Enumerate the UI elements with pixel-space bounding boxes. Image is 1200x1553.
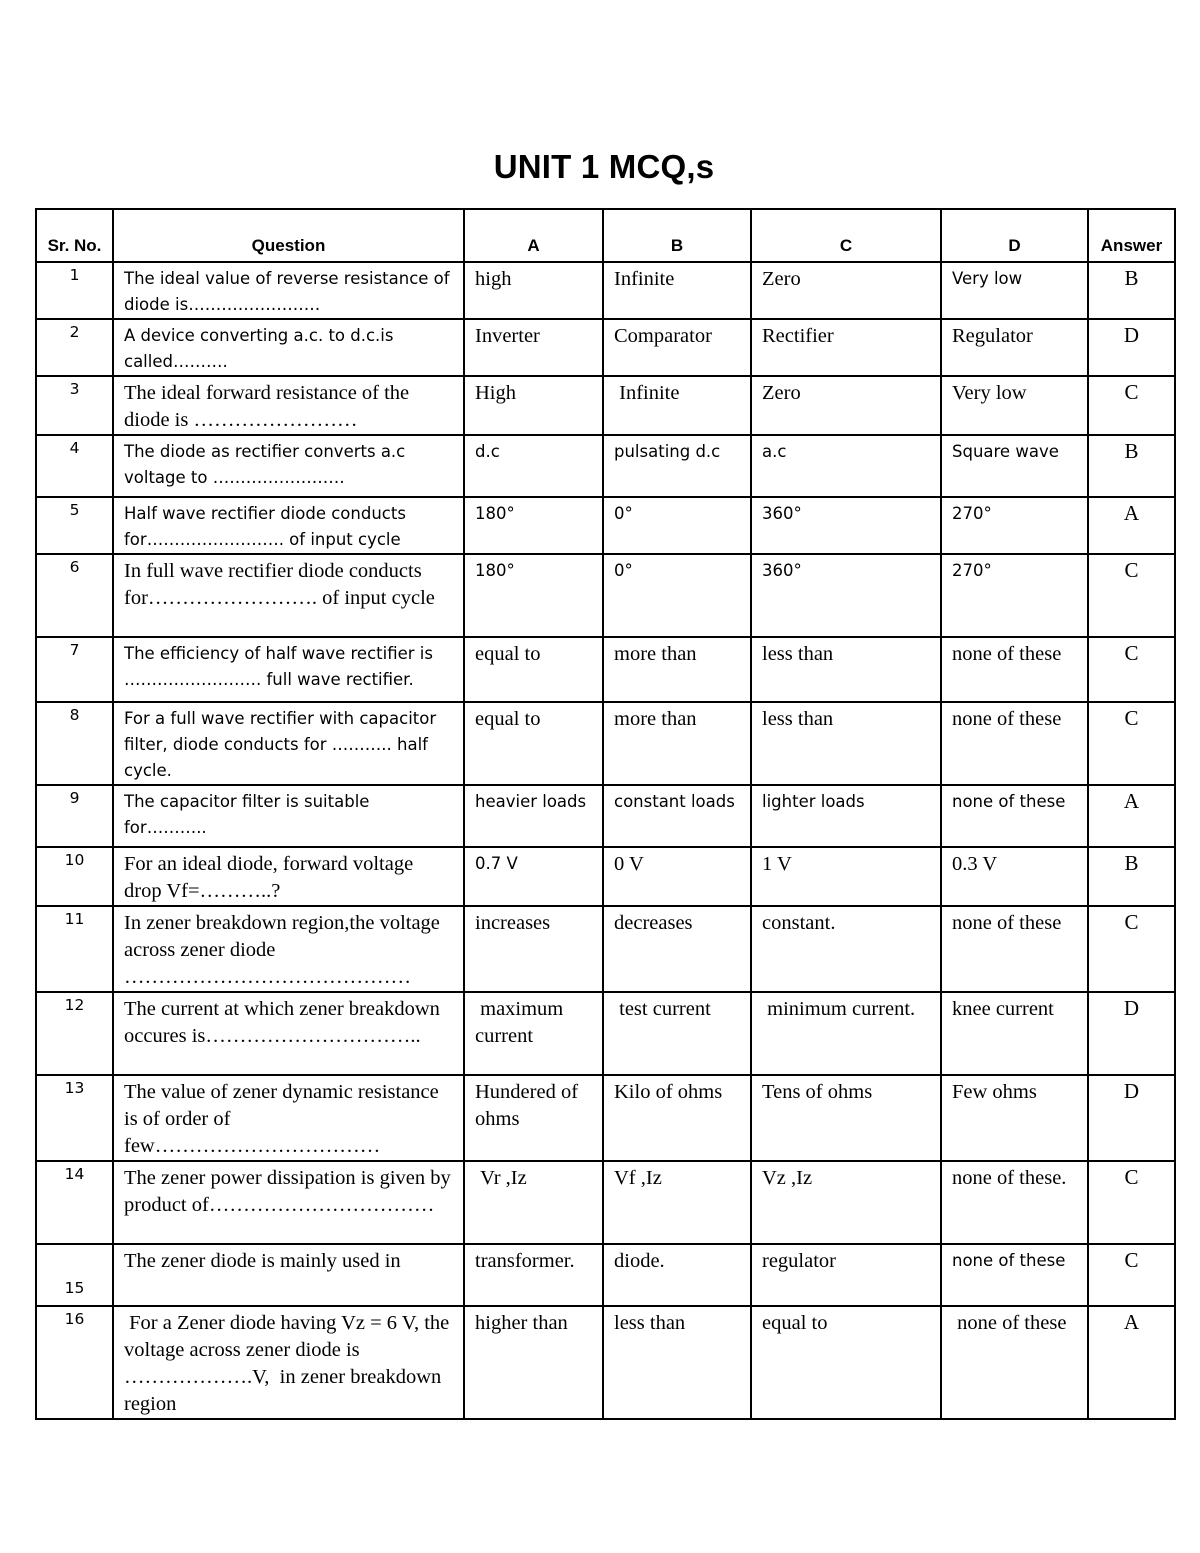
table-row — [36, 1244, 1175, 1306]
table-row — [36, 1075, 1175, 1161]
row-option-c: Vz ,Iz — [751, 1161, 941, 1244]
row-question: The zener power dissipation is given by product of…………………………… — [113, 1161, 464, 1244]
row-sr-no: 16 — [36, 1306, 113, 1419]
table-row — [36, 637, 1175, 702]
row-option-d: Very low — [941, 376, 1088, 435]
row-option-c: constant. — [751, 906, 941, 992]
row-option-d: Regulator — [941, 319, 1088, 376]
row-option-c: Zero — [751, 262, 941, 319]
row-question: The efficiency of half wave rectifier is ……………………. full wave rectifier. — [113, 637, 464, 702]
row-option-a: d.c — [464, 435, 603, 497]
row-option-c: Rectifier — [751, 319, 941, 376]
table-row — [36, 906, 1175, 992]
table-row — [36, 847, 1175, 906]
row-option-c: less than — [751, 637, 941, 702]
row-option-a: Vr ,Iz — [464, 1161, 603, 1244]
row-option-b: Vf ,Iz — [603, 1161, 751, 1244]
row-option-a: high — [464, 262, 603, 319]
row-option-a: High — [464, 376, 603, 435]
row-answer: D — [1088, 319, 1175, 376]
row-option-b: Infinite — [603, 262, 751, 319]
row-answer: D — [1088, 1075, 1175, 1161]
row-option-a: maximum current — [464, 992, 603, 1075]
row-option-d: none of these. — [941, 1161, 1088, 1244]
row-question: A device converting a.c. to d.c.is called………. — [113, 319, 464, 376]
row-option-d: none of these — [941, 1244, 1088, 1306]
row-answer: C — [1088, 637, 1175, 702]
row-answer: B — [1088, 847, 1175, 906]
row-answer: C — [1088, 376, 1175, 435]
row-option-a: equal to — [464, 637, 603, 702]
row-sr-no: 11 — [36, 906, 113, 992]
row-option-b: more than — [603, 637, 751, 702]
row-option-d: none of these — [941, 906, 1088, 992]
row-option-b: decreases — [603, 906, 751, 992]
row-option-c: a.c — [751, 435, 941, 497]
row-option-d: Very low — [941, 262, 1088, 319]
row-sr-no: 6 — [36, 554, 113, 637]
row-sr-no: 10 — [36, 847, 113, 906]
row-option-b: 0° — [603, 497, 751, 554]
row-sr-no: 3 — [36, 376, 113, 435]
row-answer: C — [1088, 1244, 1175, 1306]
row-option-c: 1 V — [751, 847, 941, 906]
table-row — [36, 319, 1175, 376]
row-option-c: less than — [751, 702, 941, 785]
row-question: For a full wave rectifier with capacitor filter, diode conducts for ……….. half cycle. — [113, 702, 464, 785]
row-option-a: 0.7 V — [464, 847, 603, 906]
row-option-c: regulator — [751, 1244, 941, 1306]
row-option-a: equal to — [464, 702, 603, 785]
row-question: The ideal value of reverse resistance of diode is…………………… — [113, 262, 464, 319]
row-option-d: Square wave — [941, 435, 1088, 497]
row-option-d: 270° — [941, 497, 1088, 554]
row-sr-no: 5 — [36, 497, 113, 554]
table-row — [36, 992, 1175, 1075]
row-option-b: test current — [603, 992, 751, 1075]
header-option-b: B — [603, 209, 751, 262]
row-option-d: Few ohms — [941, 1075, 1088, 1161]
row-option-c: 360° — [751, 554, 941, 637]
row-option-a: heavier loads — [464, 785, 603, 847]
row-question: The current at which zener breakdown occures is………………………….. — [113, 992, 464, 1075]
row-option-c: equal to — [751, 1306, 941, 1419]
row-option-b: Infinite — [603, 376, 751, 435]
row-option-a: higher than — [464, 1306, 603, 1419]
table-row — [36, 702, 1175, 785]
row-question: Half wave rectifier diode conducts for……………………. of input cycle — [113, 497, 464, 554]
row-option-b: less than — [603, 1306, 751, 1419]
row-question: In zener breakdown region,the voltage across zener diode …………………………………… — [113, 906, 464, 992]
row-option-a: Inverter — [464, 319, 603, 376]
row-option-a: Hundered of ohms — [464, 1075, 603, 1161]
row-answer: A — [1088, 1306, 1175, 1419]
row-sr-no: 8 — [36, 702, 113, 785]
row-answer: C — [1088, 554, 1175, 637]
row-option-d: 270° — [941, 554, 1088, 637]
row-question: The zener diode is mainly used in — [113, 1244, 464, 1306]
header-option-c: C — [751, 209, 941, 262]
row-answer: B — [1088, 262, 1175, 319]
header-answer: Answer — [1088, 209, 1175, 262]
row-option-c: Tens of ohms — [751, 1075, 941, 1161]
row-sr-no: 13 — [36, 1075, 113, 1161]
row-sr-no: 12 — [36, 992, 113, 1075]
row-sr-no: 2 — [36, 319, 113, 376]
row-answer: D — [1088, 992, 1175, 1075]
row-option-a: increases — [464, 906, 603, 992]
table-row — [36, 497, 1175, 554]
row-option-b: Kilo of ohms — [603, 1075, 751, 1161]
row-option-d: 0.3 V — [941, 847, 1088, 906]
row-option-c: Zero — [751, 376, 941, 435]
row-option-b: constant loads — [603, 785, 751, 847]
row-answer: B — [1088, 435, 1175, 497]
row-option-d: none of these — [941, 702, 1088, 785]
table-row — [36, 554, 1175, 637]
row-sr-no: 15 — [36, 1244, 113, 1306]
row-option-b: more than — [603, 702, 751, 785]
row-option-b: 0° — [603, 554, 751, 637]
header-option-a: A — [464, 209, 603, 262]
table-row — [36, 435, 1175, 497]
row-option-d: none of these — [941, 637, 1088, 702]
row-answer: C — [1088, 1161, 1175, 1244]
row-question: In full wave rectifier diode conducts for……………………. of input cycle — [113, 554, 464, 637]
header-option-d: D — [941, 209, 1088, 262]
row-sr-no: 1 — [36, 262, 113, 319]
row-answer: A — [1088, 785, 1175, 847]
row-option-d: none of these — [941, 785, 1088, 847]
row-option-b: Comparator — [603, 319, 751, 376]
table-row — [36, 376, 1175, 435]
row-sr-no: 4 — [36, 435, 113, 497]
row-option-a: 180° — [464, 554, 603, 637]
row-answer: C — [1088, 906, 1175, 992]
row-option-c: minimum current. — [751, 992, 941, 1075]
mcq-table — [35, 208, 1176, 1420]
row-sr-no: 7 — [36, 637, 113, 702]
row-option-a: 180° — [464, 497, 603, 554]
page-title: UNIT 1 MCQ,s — [493, 148, 715, 185]
row-question: For an ideal diode, forward voltage drop Vf=………..? — [113, 847, 464, 906]
row-sr-no: 9 — [36, 785, 113, 847]
row-option-b: diode. — [603, 1244, 751, 1306]
table-row — [36, 262, 1175, 319]
row-sr-no: 14 — [36, 1161, 113, 1244]
table-row — [36, 1306, 1175, 1419]
row-option-b: 0 V — [603, 847, 751, 906]
row-question: The capacitor filter is suitable for……….. — [113, 785, 464, 847]
row-option-a: transformer. — [464, 1244, 603, 1306]
table-row — [36, 785, 1175, 847]
row-answer: C — [1088, 702, 1175, 785]
header-row — [36, 209, 1175, 262]
row-question: For a Zener diode having Vz = 6 V, the voltage across zener diode is ……………….V, in zener breakdown region — [113, 1306, 464, 1419]
row-option-c: lighter loads — [751, 785, 941, 847]
row-question: The ideal forward resistance of the diode is …………………… — [113, 376, 464, 435]
row-question: The diode as rectifier converts a.c voltage to …………………… — [113, 435, 464, 497]
row-option-c: 360° — [751, 497, 941, 554]
header-sr-no: Sr. No. — [36, 209, 113, 262]
table-row — [36, 1161, 1175, 1244]
row-option-d: knee current — [941, 992, 1088, 1075]
row-question: The value of zener dynamic resistance is of order of few…………………………… — [113, 1075, 464, 1161]
row-option-b: pulsating d.c — [603, 435, 751, 497]
row-answer: A — [1088, 497, 1175, 554]
header-question: Question — [113, 209, 464, 262]
row-option-d: none of these — [941, 1306, 1088, 1419]
